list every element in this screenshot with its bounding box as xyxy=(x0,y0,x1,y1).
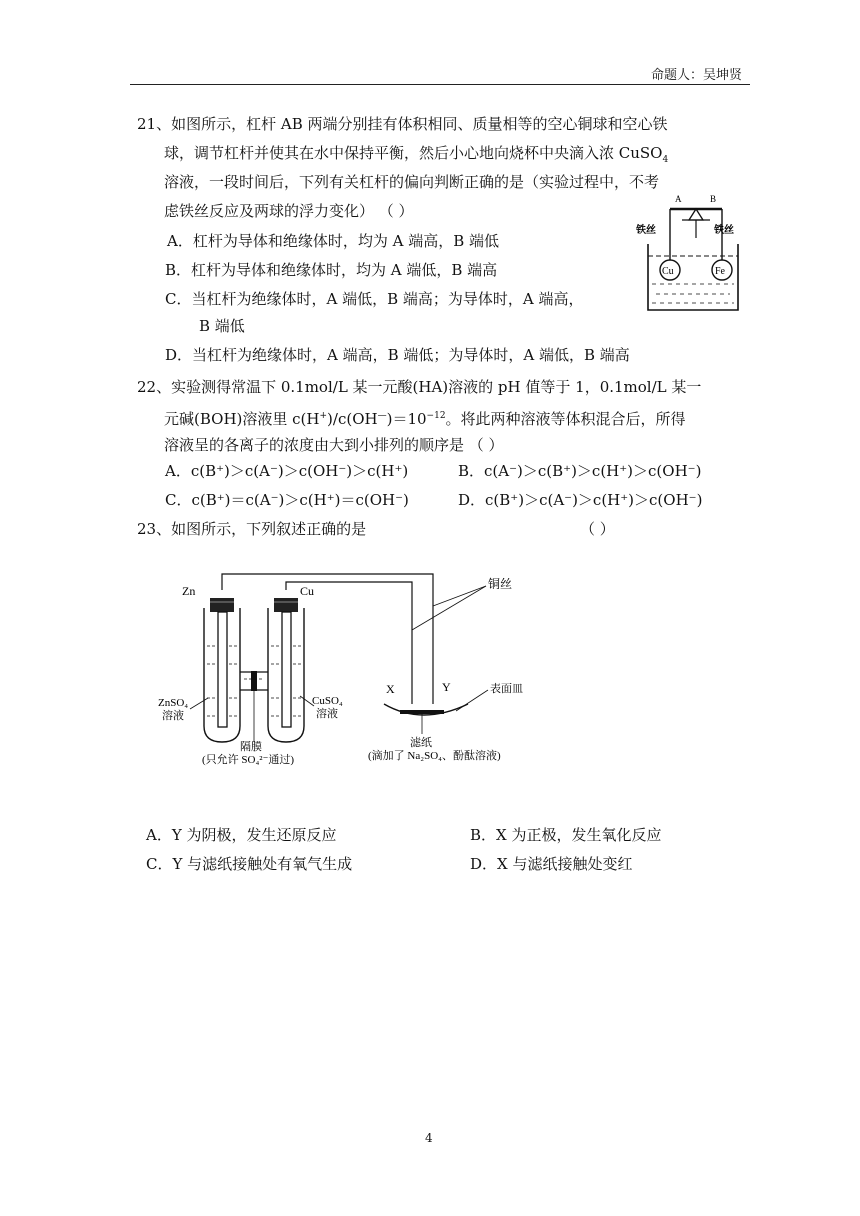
filter-paper xyxy=(400,710,444,714)
q22-line-2-part-3: )＝10 xyxy=(386,410,427,428)
right-wire-label: 铁丝 xyxy=(714,225,734,236)
q23-option-c: C．Y 与滤纸接触处有氧气生成 xyxy=(146,855,353,873)
q23-option-a: A．Y 为阴极，发生还原反应 xyxy=(146,826,337,844)
q21-lever-beaker-figure xyxy=(634,190,742,318)
q21-line-3: 溶液，一段时间后，下列有关杠杆的偏向判断正确的是（实验过程中，不考 xyxy=(164,173,660,191)
q21-option-a: A．杠杆为导体和绝缘体时，均为 A 端高，B 端低 xyxy=(167,232,499,250)
cu-label: Cu xyxy=(300,584,315,598)
znso4-pointer xyxy=(190,698,208,709)
q23-cell-figure xyxy=(150,566,540,778)
q21-option-b: B．杠杆为导体和绝缘体时，均为 A 端低，B 端高 xyxy=(165,261,498,279)
q21-cuso4-subscript: 4 xyxy=(662,155,669,165)
q21-option-d: D．当杠杆为绝缘体时，A 端高，B 端低；为导体时，A 端低，B 端高 xyxy=(165,346,630,364)
q21-option-c-line-1: C．当杠杆为绝缘体时，A 端低，B 端高；为导体时，A 端高， xyxy=(165,290,584,308)
q21-line-2-text: 球，调节杠杆并使其在水中保持平衡，然后小心地向烧杯中央滴入浓 CuSO xyxy=(164,144,663,162)
header-divider xyxy=(130,84,750,85)
q23-option-d: D．X 与滤纸接触处变红 xyxy=(470,855,633,873)
q22-option-a: A．c(B⁺)＞c(A⁻)＞c(OH⁻)＞c(H⁺) xyxy=(165,462,409,480)
watch-glass-label: 表面皿 xyxy=(490,683,523,695)
q23-answer-bracket: （ ） xyxy=(580,520,615,538)
q22-option-c: C．c(B⁺)＝c(A⁻)＞c(H⁺)＝c(OH⁻) xyxy=(165,491,409,509)
left-wire-label: 铁丝 xyxy=(636,225,656,236)
q21-line-1: 21、如图所示，杠杆 AB 两端分别挂有体积相同、质量相等的空心铜球和空心铁 xyxy=(137,115,668,133)
copper-wire-label: 铜丝 xyxy=(488,577,513,591)
q22-option-d: D．c(B⁺)＞c(A⁻)＞c(H⁺)＞c(OH⁻) xyxy=(458,491,703,509)
cuso4-label-2: 溶液 xyxy=(316,708,338,720)
q23-stem: 23、如图所示，下列叙述正确的是 xyxy=(137,520,367,538)
zinc-electrode xyxy=(218,612,227,727)
membrane xyxy=(251,671,257,691)
page-number: 4 xyxy=(425,1131,433,1145)
znso4-label-2: 溶液 xyxy=(162,710,184,722)
q22-line-2-part-4: 。将此两种溶液等体积混合后，所得 xyxy=(445,410,686,428)
iron-ball-label: Fe xyxy=(715,266,725,277)
x-label: X xyxy=(386,682,395,696)
q22-exponent: −12 xyxy=(426,411,446,421)
q22-line-2 xyxy=(164,402,686,434)
q22-line-2-part-2: )/c(OH xyxy=(327,410,378,428)
q22-line-2-part-1: 元碱(BOH)溶液里 c(H xyxy=(164,410,320,428)
q22-h-sup: + xyxy=(319,411,328,421)
left-stopper xyxy=(210,598,234,612)
copper-wire-pointer-2 xyxy=(412,586,486,630)
membrane-note: (只允许 SO₄²⁻通过) xyxy=(202,754,295,766)
lever-fulcrum xyxy=(689,209,703,220)
cuso4-label-1: CuSO₄ xyxy=(312,695,343,707)
lever-label-a: A xyxy=(675,194,682,204)
y-label: Y xyxy=(442,680,451,694)
header-author: 命题人：吴坤贤 xyxy=(650,68,742,83)
q22-line-1: 22、实验测得常温下 0.1mol/L 某一元酸(HA)溶液的 pH 值等于 1，0.1mol/L 某一 xyxy=(137,378,702,396)
znso4-label-1: ZnSO₄ xyxy=(158,697,189,709)
lever-label-b: B xyxy=(710,194,717,204)
copper-wire-pointer-1 xyxy=(433,586,486,606)
q21-option-c-line-2: B 端低 xyxy=(199,317,245,335)
filter-paper-label: 滤纸 xyxy=(410,737,432,749)
watch-glass-pointer xyxy=(456,690,488,711)
membrane-label: 隔膜 xyxy=(240,741,262,753)
right-stopper xyxy=(274,598,298,612)
copper-electrode xyxy=(282,612,291,727)
q22-oh-sup: — xyxy=(377,411,387,421)
filter-paper-note: (滴加了 Na₂SO₄、酚酞溶液) xyxy=(368,750,501,762)
q22-line-3: 溶液呈的各离子的浓度由大到小排列的顺序是 （ ） xyxy=(164,436,504,454)
q23-option-b: B．X 为正极，发生氧化反应 xyxy=(470,826,662,844)
copper-ball-label: Cu xyxy=(662,266,674,277)
q21-line-4: 虑铁丝反应及两球的浮力变化） （ ） xyxy=(164,202,414,220)
zn-label: Zn xyxy=(182,584,196,598)
q22-option-b: B．c(A⁻)＞c(B⁺)＞c(H⁺)＞c(OH⁻) xyxy=(458,462,702,480)
